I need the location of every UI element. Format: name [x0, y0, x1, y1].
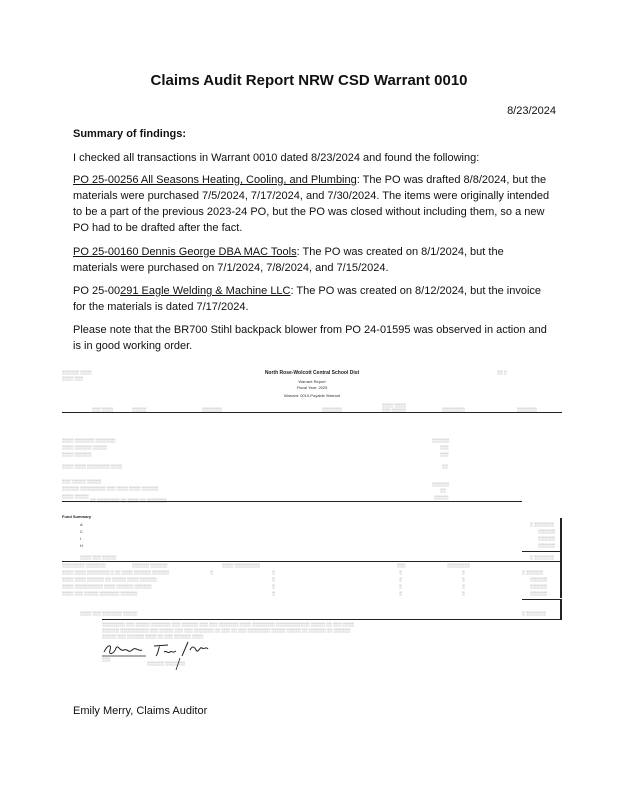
scan-sig-label: ░░░ [102, 657, 111, 662]
scan-rule [522, 599, 562, 600]
scan-time-stamp: ░░░░ ░░░ [62, 376, 83, 381]
scan-value: ░░ [442, 464, 448, 469]
scan-row: ░░░░ ░░░ ░░░░░ ░░░░░░░ ░░░░░░ [62, 591, 138, 596]
scan-fiscal-year: Fiscal Year: 2025 [296, 385, 328, 390]
scan-value: ░░░░░░ [538, 543, 556, 548]
scan-value: ░░░░░░ [432, 482, 450, 487]
scan-value: ░ [399, 584, 402, 589]
scan-row: ░░░░ ░░░░░░░░░░ ░░░░ ░░░░░░ ░░░░░░ [62, 584, 152, 589]
scan-row: ░░░░░░░░ [447, 563, 470, 568]
finding-1 [73, 172, 551, 236]
scan-row: ░░░ ░░░░░ ░░░░░ [62, 479, 102, 484]
scan-rule [62, 561, 562, 562]
finding-3 [73, 283, 551, 315]
finding-3-text: : The PO was created on 8/12/2024, but the invoice for the materials is dated 7/17/2024. [73, 285, 542, 313]
finding-3-po-prefix: PO 25-00 [73, 285, 121, 297]
scan-row: ░░░░░░ ░░░░░░░░░ ░░░ ░░░░ ░░░░ ░░░░░░ [62, 486, 159, 491]
note-text: Please note that the BR700 Stihl backpack blower from PO 24-01595 was observed in action and is in good working order. [73, 324, 547, 352]
scan-row: ░░░ [397, 563, 406, 568]
scan-value: ░░░░░░ [538, 529, 556, 534]
scan-row: ░░░░░░ ░░░░░░ [132, 563, 168, 568]
scan-value: ░ [272, 577, 275, 582]
scan-row: ░░░░ ░░░░ ░░░░░░░░ ░░░░ [62, 464, 123, 469]
scan-col-header: ░░░░░░░ [202, 407, 222, 412]
scan-border [560, 518, 562, 598]
scan-warrant-id: Warrant: 0010-Payable Warrant [283, 393, 341, 398]
intro-text: I checked all transactions in Warrant 0010 dated 8/23/2024 and found the following: [73, 152, 480, 164]
scan-col-header: ░░░░ ░░░░ ░░░ ░░░░░ [382, 403, 406, 413]
summary-heading: Summary of findings: [73, 128, 187, 140]
scan-col-header: ░░░░░░░ [322, 407, 342, 412]
scan-value: ░ ░░░░░░░ [530, 555, 554, 560]
scan-value: ░ [399, 577, 402, 582]
scan-value: ░ ░░░░░░░ [530, 522, 554, 527]
scan-value: ░ [272, 591, 275, 596]
scan-row: ░░░░ ░░░░░░ [62, 452, 92, 457]
scan-certification: ░░░░░░ ░░░░░░░░░░ ░░░ ░░░░░ ░░░ ░░░ ░░░░░░░ ░░ ░░░ ░░ ░░░ ░░░░░░░░ ░░░░░ ░░░░░ ░░ ░░░░░░ ░░ ░░░░░░ [102, 628, 351, 633]
scan-border [560, 599, 562, 620]
scan-row: ░░░░ ░░░░░░░ ░░░░░░░ [62, 438, 116, 443]
auditor-name: Emily Merry, Claims Auditor [73, 705, 208, 717]
scan-org-name: North Rose-Wolcott Central School Dist [264, 370, 360, 376]
scan-value: ░░░░░░ [530, 584, 548, 589]
scan-row: ░░░░ ░░░░░ [62, 494, 89, 499]
scan-value: ░ [462, 570, 465, 575]
scan-certification: ░░░░░░░░ ░░░ ░░░░░ ░░░░░░░ ░░░ ░░░░░░ ░░░ ░░░ ░░░░░░░ ░░░░ ░░░░░░░░ ░░░░░░░░░░░░ ░░░░░ ░░ ░░░ ░░░░ [102, 622, 354, 627]
scan-rule [102, 619, 562, 620]
warrant-report-scan [62, 368, 562, 668]
finding-3-po: 291 Eagle Welding & Machine LLC [120, 285, 291, 297]
scan-value: ░░░ [440, 452, 449, 457]
scan-fund-i: I [80, 536, 82, 541]
scan-col-header: ░░░░░░░░ [442, 407, 465, 412]
scan-fund-summary: Fund Summary [62, 514, 92, 519]
scan-value: ░░░ [440, 445, 449, 450]
scan-value: ░░░░░ [434, 495, 449, 500]
finding-2-text: : The PO was created on 8/1/2024, but the materials were purchased on 7/1/2024, 7/8/2024, and 7/15/2024. [73, 246, 504, 274]
scan-row: ░░ ░░░░░░░░ ░░ ░░░░ ░░ ░░░░░░░ [90, 498, 167, 503]
scan-value: ░ [272, 570, 275, 575]
scan-col-header: ░░░░░ [132, 407, 147, 412]
scan-value: ░░ [440, 488, 446, 493]
scan-date-stamp: ░░░░░░ ░░░░ [62, 370, 92, 375]
scan-value: ░ [399, 591, 402, 596]
scan-row: ░░░░░░░░ ░░░░░░░ [62, 563, 106, 568]
scan-fund-c: C [80, 529, 83, 534]
scan-value: ░ [462, 577, 465, 582]
scan-fund-a: A [80, 522, 83, 527]
finding-1-text: : The PO was drafted 8/8/2024, but the materials were purchased 7/5/2024, 7/17/2024, and 7/30/2024. The items were originally intended to be a part of the previous 2023-24 PO, but the PO was closed without including them, so a new PO had to be drafted after the fact. [73, 174, 550, 234]
scan-value: ░ ░░░░░░ [522, 570, 543, 575]
report-title: Claims Audit Report NRW CSD Warrant 0010 [150, 72, 468, 89]
scan-row: ░░░░ ░░░░ ░░░░░░ ░░ ░░░░░ ░░░░ ░░░░░░ [62, 577, 157, 582]
scan-row: ░░░░ ░░░ ░░░░░░░ ░░░░░ [80, 611, 138, 616]
scan-value: ░░░░░░ [432, 438, 450, 443]
scan-value: ░░░░░░ [530, 591, 548, 596]
scan-value: ░ [462, 584, 465, 589]
finding-2-po: PO 25-00160 Dennis George DBA MAC Tools [73, 246, 297, 258]
scan-row: ░░░░ ░░░░░░ ░░░░░ [62, 445, 107, 450]
scan-certification: ░░░░░ ░░░ ░░░░░░ ░░░░ ░░ ░░░ ░░░░░░ ░░░░ [102, 634, 204, 639]
scan-row: ░░░░ ░░░░░░░░░ [222, 563, 260, 568]
scan-fund-h: H [80, 543, 83, 548]
report-date: 8/23/2024 [507, 105, 556, 117]
scan-page-no: ░░ ░ [497, 370, 507, 375]
scan-value: ░ ░░░░░░░ [522, 611, 546, 616]
finding-2 [73, 244, 551, 276]
scan-rule [522, 551, 562, 552]
scan-row: ░░░░ ░░░ ░░░░░ [80, 555, 117, 560]
scan-value: ░ [272, 584, 275, 589]
finding-1-po: PO 25-00256 All Seasons Heating, Cooling, and Plumbing [73, 174, 357, 186]
scan-col-header: ░░░ ░░░░ [92, 407, 113, 412]
scan-header-rule [62, 412, 562, 413]
scan-value: ░░░░░░ [538, 536, 556, 541]
scan-value: ░ [462, 591, 465, 596]
scan-value: ░░░░░░ [530, 577, 548, 582]
scan-col-header: ░░░░░░░ [517, 407, 537, 412]
scan-row: ░░░░ ░░░░ ░░░░░░░░ ░ ░░ ░░░░ ░░░░░░ ░░░░░░ ░ [62, 570, 213, 575]
scan-value: ░ [399, 570, 402, 575]
scan-report-name: Warrant Report [298, 379, 326, 384]
scan-sig-label: ░░░░░░ ░░░░░░░ [147, 661, 185, 666]
